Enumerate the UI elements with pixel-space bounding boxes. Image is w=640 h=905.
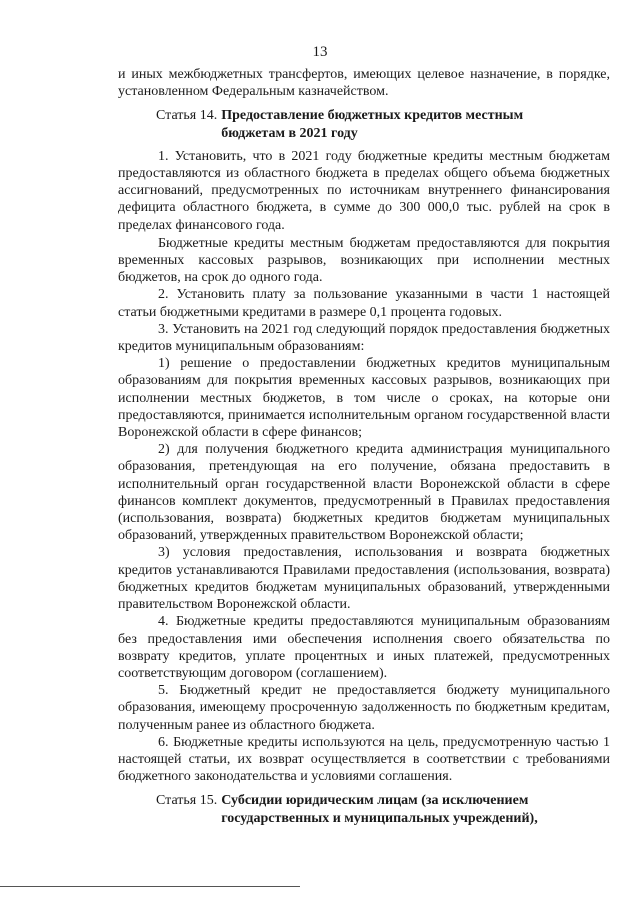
- article-14-number: Статья 14.: [156, 108, 218, 124]
- paragraph-intro: и иных межбюджетных трансфертов, имеющих целевое назначение, в порядке, установленном Федеральным казначейством.: [118, 67, 610, 100]
- article-14-paragraph: 6. Бюджетные кредиты используются на цель, предусмотренную частью 1 настоящей статьи, их возврат осуществляется в соответствии с требованиями бюджетного законодательства и условиями соглашения.: [118, 734, 610, 785]
- article-14-paragraph: 3) условия предоставления, использования и возврата бюджетных кредитов устанавливаются Правилами предоставления (использования, возврата) бюджетных кредитов бюджетам муниципальных образований, утвержденными правительством Воронежской области.: [118, 545, 610, 613]
- article-14-title: Предоставление бюджетных кредитов местным бюджетам в 2021 году: [221, 108, 524, 141]
- article-14-paragraph: 4. Бюджетные кредиты предоставляются муниципальным образованиям без предоставления ими обеспечения исполнения своего обязательства по возврату кредитов, уплате процентных и иных платежей, предусмотренных соответствующим договором (соглашением).: [118, 614, 610, 681]
- document-body: [118, 66, 610, 833]
- article-14-paragraph: 1. Установить, что в 2021 году бюджетные кредиты местным бюджетам предоставляются из областного бюджета в пределах общего объема бюджетных ассигнований, предусмотренных по источникам внутреннего финансирования дефицита областного бюджета, в сумме до 300 000,0 тыс. рублей на срок в пределах финансового года.: [118, 148, 610, 233]
- article-15-heading: [118, 792, 596, 826]
- article-15-title: Субсидии юридическим лицам (за исключением государственных и муниципальных учреждений),: [221, 793, 538, 826]
- article-14-paragraph: Бюджетные кредиты местным бюджетам предоставляются для покрытия временных кассовых разрывов, возникающих при исполнении местных бюджетов, на срок до одного года.: [118, 235, 610, 286]
- page-number: 13: [312, 44, 328, 60]
- article-14-paragraph: 5. Бюджетный кредит не предоставляется бюджету муниципального образования, имеющему просроченную задолженность по бюджетным кредитам, полученным ранее из областного бюджета.: [118, 683, 610, 733]
- footer-divider: [0, 886, 300, 887]
- article-14-paragraph: 1) решение о предоставлении бюджетных кредитов муниципальным образованиям для покрытия временных кассовых разрывов, возникающих при исполнении местных бюджетов, в том числе о сроках, на которые они предоставляются, принимается исполнительным органом государственной власти Воронежской области в сфере финансов;: [118, 356, 610, 441]
- article-14-heading: [118, 107, 576, 141]
- article-14-paragraph: 3. Установить на 2021 год следующий порядок предоставления бюджетных кредитов муниципальным образованиям:: [118, 321, 610, 355]
- article-15-number: Статья 15.: [156, 793, 218, 809]
- article-14-paragraph: 2) для получения бюджетного кредита администрация муниципального образования, претендующая на его получение, обязана предоставить в исполнительный орган государственной власти Воронежской области в сфере финансов комплект документов, предусмотренный в Правилах предоставления (использования, возврата) бюджетных кредитов бюджетам муниципальных образований, утвержденных правительством Воронежской области;: [118, 442, 610, 544]
- article-14-paragraph: 2. Установить плату за пользование указанными в части 1 настоящей статьи бюджетными кредитами в размере 0,1 процента годовых.: [118, 287, 610, 320]
